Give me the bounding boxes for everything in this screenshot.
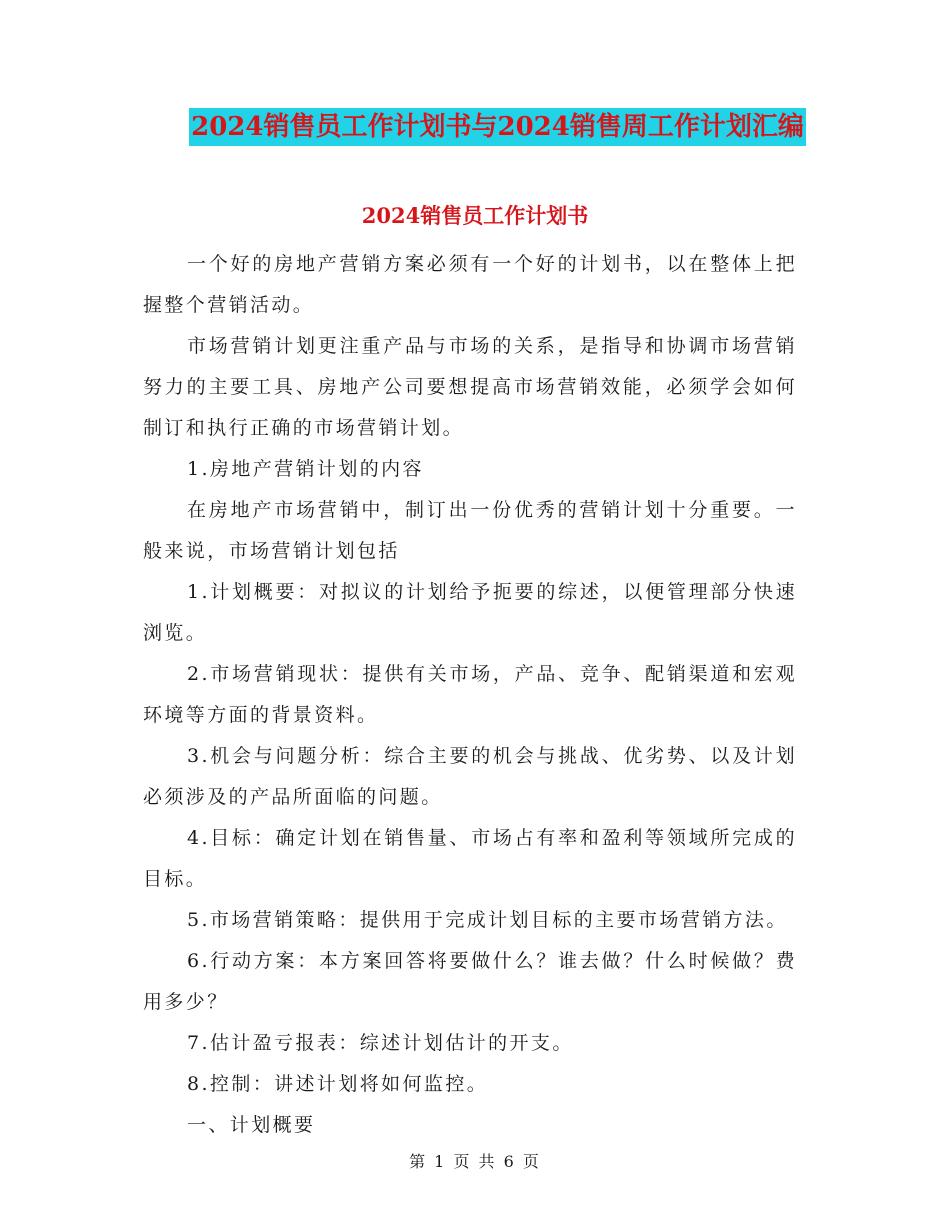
section-title: 2024销售员工作计划书	[361, 203, 589, 228]
paragraph: 7.估计盈亏报表：综述计划估计的开支。	[187, 1032, 574, 1054]
paragraph: 一、计划概要	[187, 1114, 316, 1136]
document-body	[143, 244, 797, 1146]
paragraph: 5.市场营销策略：提供用于完成计划目标的主要市场营销方法。	[187, 909, 788, 931]
paragraph: 在房地产市场营销中，制订出一份优秀的营销计划十分重要。一般来说，市场营销计划包括	[143, 499, 797, 562]
paragraph: 1.计划概要：对拟议的计划给予扼要的综述，以便管理部分快速浏览。	[143, 581, 797, 644]
paragraph: 4.目标：确定计划在销售量、市场占有率和盈利等领域所完成的目标。	[143, 827, 797, 890]
paragraph: 6.行动方案：本方案回答将要做什么？谁去做？什么时候做？费用多少？	[143, 950, 797, 1013]
page-footer: 第 1 页 共 6 页	[409, 1152, 541, 1171]
paragraph: 3.机会与问题分析：综合主要的机会与挑战、优劣势、以及计划必须涉及的产品所面临的问题。	[143, 745, 797, 808]
document-title: 2024销售员工作计划书与2024销售周工作计划汇编	[189, 108, 806, 146]
paragraph: 1.房地产营销计划的内容	[187, 458, 424, 480]
paragraph: 8.控制：讲述计划将如何监控。	[187, 1073, 489, 1095]
document-title-wrap	[0, 108, 950, 146]
paragraph: 2.市场营销现状：提供有关市场，产品、竞争、配销渠道和宏观环境等方面的背景资料。	[143, 663, 797, 726]
paragraph: 一个好的房地产营销方案必须有一个好的计划书，以在整体上把握整个营销活动。	[143, 253, 797, 316]
paragraph: 市场营销计划更注重产品与市场的关系，是指导和协调市场营销努力的主要工具、房地产公司要想提高市场营销效能，必须学会如何制订和执行正确的市场营销计划。	[143, 335, 797, 439]
